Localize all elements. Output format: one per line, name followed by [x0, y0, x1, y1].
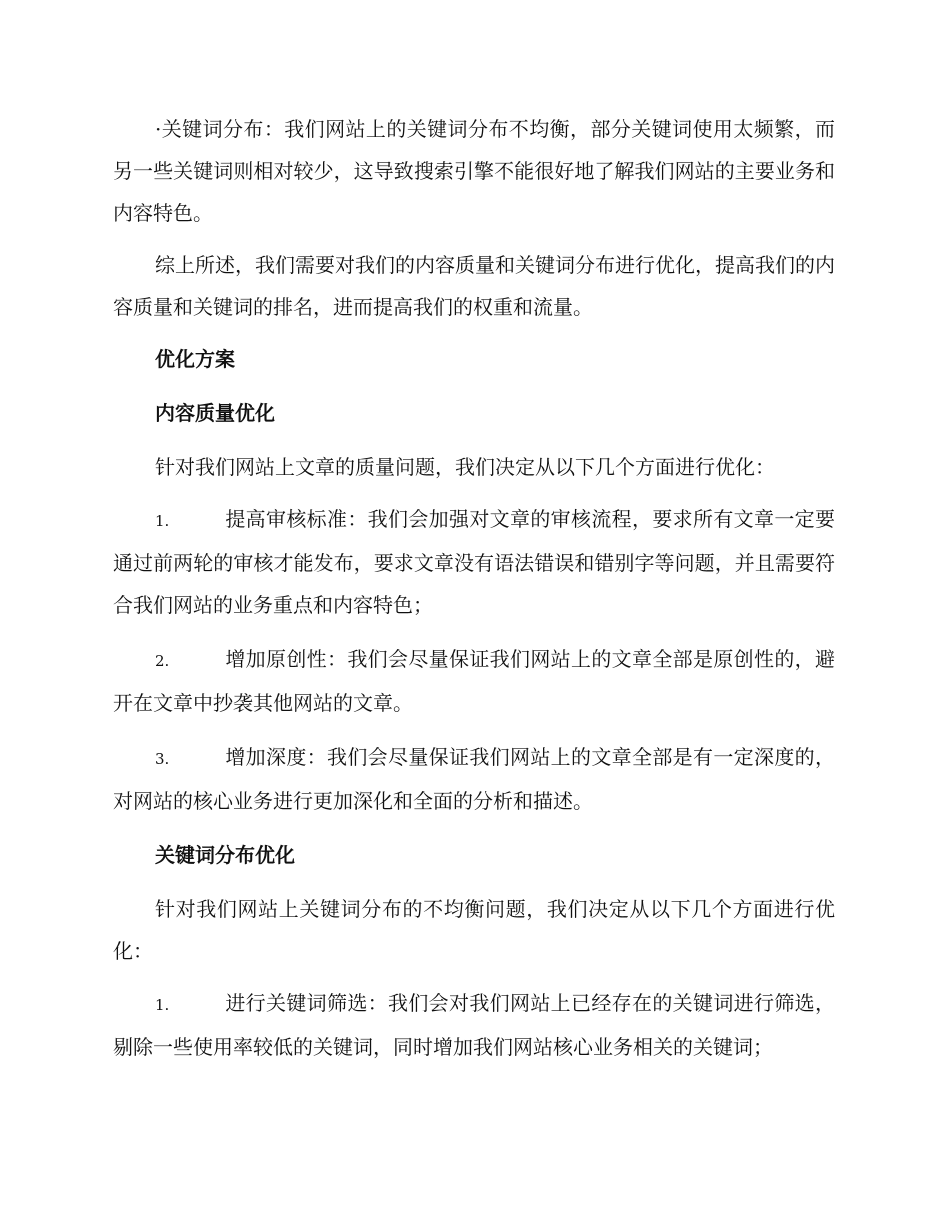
heading-keyword-distribution: 关键词分布优化	[155, 843, 295, 867]
list-text: 增加深度：我们会尽量保证我们网站上的文章全部是有一定深度的，对网站的核心业务进行更加深化和全面的分析和描述。	[113, 745, 835, 813]
list-item	[113, 982, 835, 1068]
list-number: 2.	[155, 652, 170, 670]
bullet-keyword-distribution: ·关键词分布：我们网站上的关键词分布不均衡，部分关键词使用太频繁，而另一些关键词则相对较少，这导致搜索引擎不能很好地了解我们网站的主要业务和内容特色。	[113, 117, 835, 225]
list-item	[113, 638, 835, 724]
heading-content-quality: 内容质量优化	[155, 401, 275, 425]
list-number: 3.	[155, 750, 170, 768]
list-item	[113, 736, 835, 822]
summary-paragraph: 综上所述，我们需要对我们的内容质量和关键词分布进行优化，提高我们的内容质量和关键词的排名，进而提高我们的权重和流量。	[113, 253, 835, 319]
list-item	[113, 498, 835, 626]
list-text: 增加原创性：我们会尽量保证我们网站上的文章全部是原创性的，避开在文章中抄袭其他网站的文章。	[113, 647, 835, 715]
list-text: 进行关键词筛选：我们会对我们网站上已经存在的关键词进行筛选，剔除一些使用率较低的关键词，同时增加我们网站核心业务相关的关键词；	[113, 991, 835, 1059]
content-quality-intro: 针对我们网站上文章的质量问题，我们决定从以下几个方面进行优化：	[155, 455, 775, 479]
heading-optimization-plan: 优化方案	[155, 347, 235, 371]
list-number: 1.	[155, 996, 170, 1014]
list-number: 1.	[155, 512, 170, 530]
list-text: 提高审核标准：我们会加强对文章的审核流程，要求所有文章一定要通过前两轮的审核才能发布，要求文章没有语法错误和错别字等问题，并且需要符合我们网站的业务重点和内容特色；	[113, 507, 835, 617]
keyword-distribution-intro: 针对我们网站上关键词分布的不均衡问题，我们决定从以下几个方面进行优化：	[113, 897, 835, 963]
document-body	[113, 108, 835, 1080]
